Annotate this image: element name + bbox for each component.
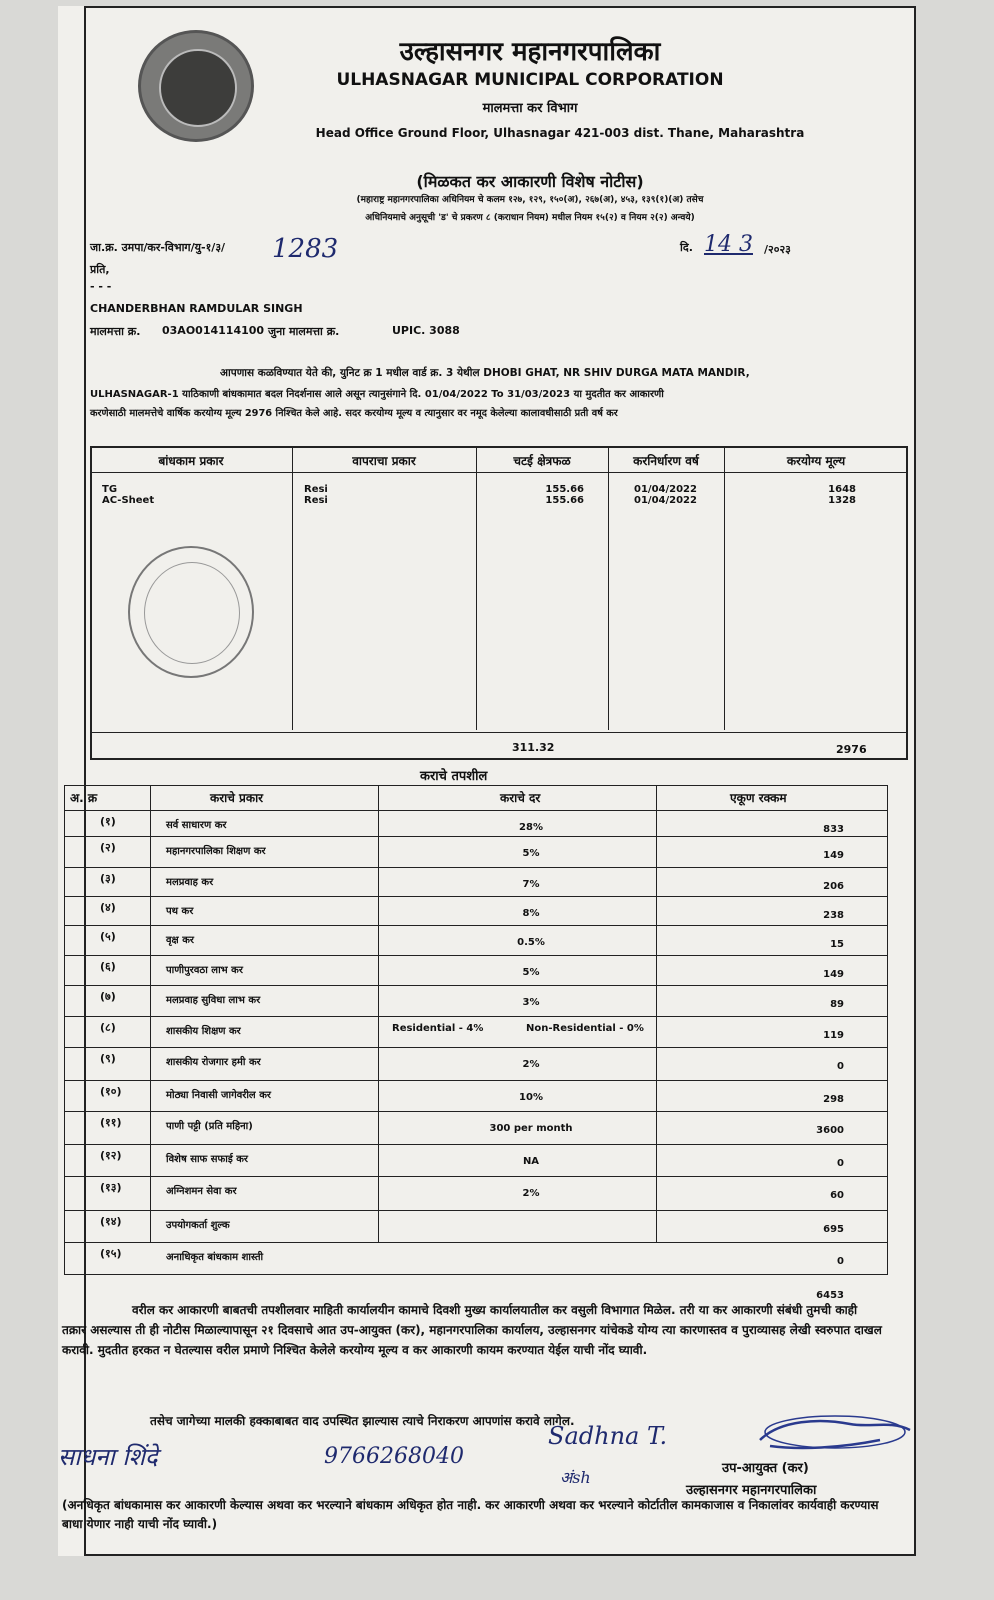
notice-subtitle-1: (महाराष्ट्र महानगरपालिका अधिनियम चे कलम १२७, १२९, १५०(अ), २६७(अ), ४५३, १३९(१)(अ) तसेच: [356, 195, 704, 205]
total-taxable-value: 2976: [836, 743, 867, 756]
tax-row-rate: 0.5%: [517, 937, 545, 948]
tax-row-amount: 0: [837, 1158, 844, 1169]
table-rule: [90, 732, 908, 733]
tax-table-rule: [64, 1210, 888, 1211]
row1-usage: Resi: [304, 484, 328, 495]
row1-area: 155.66: [545, 484, 584, 495]
tax-row-name: सर्व साधारण कर: [166, 820, 227, 831]
signatory-organization: उल्हासनगर महानगरपालिका: [686, 1483, 817, 1498]
tax-row-rate: 5%: [522, 848, 540, 859]
header-construction-type: बांधकाम प्रकार: [158, 454, 224, 468]
row2-year: 01/04/2022: [634, 495, 697, 506]
row1-construction: TG: [102, 484, 118, 495]
tax-row-amount: 89: [830, 999, 844, 1010]
handwritten-sadhna: Sadhna T.: [548, 1422, 668, 1450]
old-property-label: जुना मालमत्ता क्र.: [268, 325, 340, 338]
tax-row-serial: (३): [100, 872, 116, 885]
tax-row-rate: 8%: [522, 908, 540, 919]
body-line-3: करणेसाठी मालमत्तेचे वार्षिक करयोग्य मूल्य 2976 निश्चित केले आहे. सदर करयोग्य मूल्य व त्यानुसार वर नमूद केलेल्या कालावधीसाठी प्रती वर्ष कर: [90, 408, 618, 419]
tax-row-serial: (१५): [100, 1247, 122, 1260]
table-rule: [292, 446, 293, 730]
title-english: ULHASNAGAR MUNICIPAL CORPORATION: [336, 70, 724, 90]
tax-row-name: पाणी पट्टी (प्रति महिना): [166, 1121, 253, 1132]
reference-number: 1283: [272, 234, 339, 264]
header-serial: अ. क्र: [70, 791, 98, 805]
tax-row-amount: 149: [823, 969, 844, 980]
header-total-amount: एकूण रक्कम: [730, 791, 787, 805]
tax-table-rule: [64, 1144, 888, 1145]
signatory-title: उप-आयुक्त (कर): [722, 1461, 809, 1476]
row2-construction: AC-Sheet: [102, 495, 155, 506]
header-assessment-year: करनिर्धारण वर्ष: [633, 454, 699, 468]
body-line-2: ULHASNAGAR-1 याठिकाणी बांधकामात बदल निदर्शनास आले असून त्यानुसंगाने दि. 01/04/2022 To 31/03/2023 या मुदतीत कर आकारणी: [90, 389, 664, 400]
tax-row-rate: NA: [522, 1156, 540, 1167]
table-rule: [724, 446, 725, 730]
tax-row-name: शासकीय रोजगार हमी कर: [166, 1057, 261, 1068]
tax-row-serial: (१२): [100, 1149, 122, 1162]
tax-row-serial: (११): [100, 1116, 122, 1129]
tax-table-rule: [64, 1111, 888, 1112]
tax-row-rate: 28%: [519, 822, 543, 833]
table-rule: [608, 446, 609, 730]
row1-value: 1648: [828, 484, 856, 495]
tax-table-rule: [64, 1080, 888, 1081]
tax-row-serial: (२): [100, 841, 116, 854]
table-rule: [90, 472, 908, 473]
tax-table-rule: [64, 1242, 888, 1243]
tax-table-rule: [64, 1176, 888, 1177]
row2-usage: Resi: [304, 495, 328, 506]
office-address: Head Office Ground Floor, Ulhasnagar 421-003 dist. Thane, Maharashtra: [315, 126, 805, 140]
department-name: मालमत्ता कर विभाग: [482, 101, 578, 116]
footer-paragraph-1: वरील कर आकारणी बाबतची तपशीलवार माहिती कार्यालयीन कामाचे दिवशी मुख्य कार्यालयातील कर वसुली विभागात मिळेल. तरी या कर आकारणी संबंधी तुमची काही तक्रार असल्यास ती ही नोटीस मिळाल्यापासून २१ दिवसाचे आत उप-आयुक्त (कर), महानगरपालिका कार्यालय, उल्हासनगर यांचेकडे योग्य त्या कारणास्तव व पुराव्यासह लेखी स्वरुपात दाखल करावी. मुदतीत हरकत न घेतल्यास वरील प्रमाणे निश्चित केलेले करयोग्य मूल्य व कर आकारणी कायम करण्यात येईल याची नोंद घ्यावी.: [62, 1303, 882, 1357]
tax-row-rate: 2%: [522, 1188, 540, 1199]
owner-name: CHANDERBHAN RAMDULAR SINGH: [90, 302, 303, 315]
date-handwritten: 14 3: [704, 232, 753, 257]
tax-row-name: शासकीय शिक्षण कर: [166, 1026, 241, 1037]
total-area: 311.32: [512, 741, 555, 754]
notice-subtitle-2: अधिनियमाचे अनुसूची 'ड' चे प्रकरण ८ (कराधान नियम) मधील नियम १५(२) व नियम २(२) अन्वये): [365, 213, 695, 223]
office-seal-stamp: [128, 546, 254, 678]
tax-row-amount: 3600: [816, 1125, 844, 1136]
header-tax-type: कराचे प्रकार: [210, 791, 264, 805]
tax-row-rate: 5%: [522, 967, 540, 978]
tax-table-rule: [64, 836, 888, 837]
tax-row-rate-residential: Residential - 4%: [392, 1023, 484, 1034]
date-label: दि.: [680, 241, 693, 254]
tax-row-serial: (५): [100, 930, 116, 943]
tax-row-amount: 60: [830, 1190, 844, 1201]
row2-value: 1328: [828, 495, 856, 506]
table-rule: [476, 446, 477, 730]
title-marathi: उल्हासनगर महानगरपालिका: [399, 37, 661, 67]
tax-row-amount: 298: [823, 1094, 844, 1105]
header-taxable-value: करयोग्य मूल्य: [786, 454, 846, 468]
tax-row-serial: (७): [100, 990, 116, 1003]
tax-row-rate-nonresidential: Non-Residential - 0%: [526, 1023, 644, 1034]
header-carpet-area: चटई क्षेत्रफळ: [513, 454, 571, 468]
tax-row-rate: 7%: [522, 879, 540, 890]
tax-row-serial: (१): [100, 815, 116, 828]
property-no: 03AO014114100: [162, 324, 265, 337]
tax-row-name: मलप्रवाह कर: [166, 877, 214, 888]
footer-disclaimer-note: (अनधिकृत बांधकामास कर आकारणी केल्यास अथवा कर भरल्याने बांधकाम अधिकृत होत नाही. कर आकारणी अथवा कर भरल्याने कोर्टातील कामकाजास व निकालांवर कार्यवाही करण्यास बाधा येणार नाही याची नोंद घ्यावी.): [62, 1498, 879, 1531]
row1-year: 01/04/2022: [634, 484, 697, 495]
property-no-label: मालमत्ता क्र.: [90, 325, 141, 338]
tax-row-rate: 300 per month: [489, 1123, 573, 1134]
tax-table-rule: [64, 867, 888, 868]
row2-area: 155.66: [545, 495, 584, 506]
tax-row-name: पथ कर: [166, 906, 194, 917]
tax-row-name: अनाधिकृत बांधकाम शास्ती: [166, 1252, 264, 1263]
tax-row-serial: (१४): [100, 1215, 122, 1228]
tax-table-rule: [64, 810, 888, 811]
tax-row-serial: (१३): [100, 1181, 122, 1194]
tax-row-amount: 0: [837, 1061, 844, 1072]
tax-table-rule: [150, 785, 151, 1242]
tax-row-serial: (१०): [100, 1085, 122, 1098]
tax-row-serial: (६): [100, 960, 116, 973]
tax-row-amount: 238: [823, 910, 844, 921]
header-usage-type: वापराचा प्रकार: [352, 454, 416, 468]
handwritten-name-marathi: साधना शिंदे: [58, 1443, 158, 1471]
upic-number: UPIC. 3088: [392, 324, 460, 337]
notice-title: (मिळकत कर आकारणी विशेष नोटीस): [416, 172, 644, 191]
tax-table-rule: [64, 896, 888, 897]
tax-row-amount: 0: [837, 1256, 844, 1267]
prati-label: प्रति,: [90, 263, 110, 276]
tax-row-amount: 695: [823, 1224, 844, 1235]
tax-row-name: अग्निशमन सेवा कर: [166, 1186, 237, 1197]
tax-table-rule: [64, 985, 888, 986]
tax-row-serial: (८): [100, 1021, 116, 1034]
tax-row-serial: (४): [100, 901, 116, 914]
header-tax-rate: कराचे दर: [500, 791, 541, 805]
tax-row-serial: (९): [100, 1052, 116, 1065]
tax-row-name: वृक्ष कर: [166, 935, 194, 946]
body-line-1: आपणास कळविण्यात येते की, युनिट क्र 1 मधील वार्ड क्र. 3 येथील DHOBI GHAT, NR SHIV DURGA MATA MANDIR,: [220, 367, 750, 379]
handwritten-phone: 9766268040: [324, 1444, 464, 1469]
tax-row-name: महानगरपालिका शिक्षण कर: [166, 846, 266, 857]
footer-paragraph-2: तसेच जागेच्या मालकी हक्काबाबत वाद उपस्थित झाल्यास त्याचे निराकरण आपणांस करावे लागेल.: [150, 1414, 575, 1428]
tax-row-name: उपयोगकर्ता शुल्क: [166, 1220, 230, 1231]
tax-table-rule: [64, 1016, 888, 1017]
tax-row-amount: 119: [823, 1030, 844, 1041]
tax-row-name: पाणीपुरवठा लाभ कर: [166, 965, 243, 976]
tax-row-amount: 149: [823, 850, 844, 861]
handwritten-mark: अंsh: [560, 1468, 591, 1487]
tax-row-rate: 3%: [522, 997, 540, 1008]
reference-label: जा.क्र. उमपा/कर-विभाग/यु-१/३/: [90, 241, 226, 254]
tax-row-amount: 206: [823, 881, 844, 892]
tax-row-name: विशेष साफ सफाई कर: [166, 1154, 248, 1165]
corporation-logo: [138, 30, 254, 142]
tax-row-name: मोठ्या निवासी जागेवरील कर: [166, 1090, 271, 1101]
tax-row-rate: 10%: [519, 1092, 543, 1103]
deputy-commissioner-signature: [740, 1410, 920, 1458]
tax-table-rule: [64, 1047, 888, 1048]
date-year: /२०२३: [764, 243, 791, 256]
tax-row-rate: 2%: [522, 1059, 540, 1070]
tax-table-rule: [64, 925, 888, 926]
dashes: - - -: [90, 280, 112, 293]
tax-total-amount: 6453: [816, 1290, 844, 1301]
tax-row-amount: 15: [830, 939, 844, 950]
tax-details-caption: कराचे तपशील: [420, 769, 488, 784]
tax-table-rule: [64, 955, 888, 956]
tax-row-name: मलप्रवाह सुविधा लाभ कर: [166, 995, 261, 1006]
tax-row-amount: 833: [823, 824, 844, 835]
